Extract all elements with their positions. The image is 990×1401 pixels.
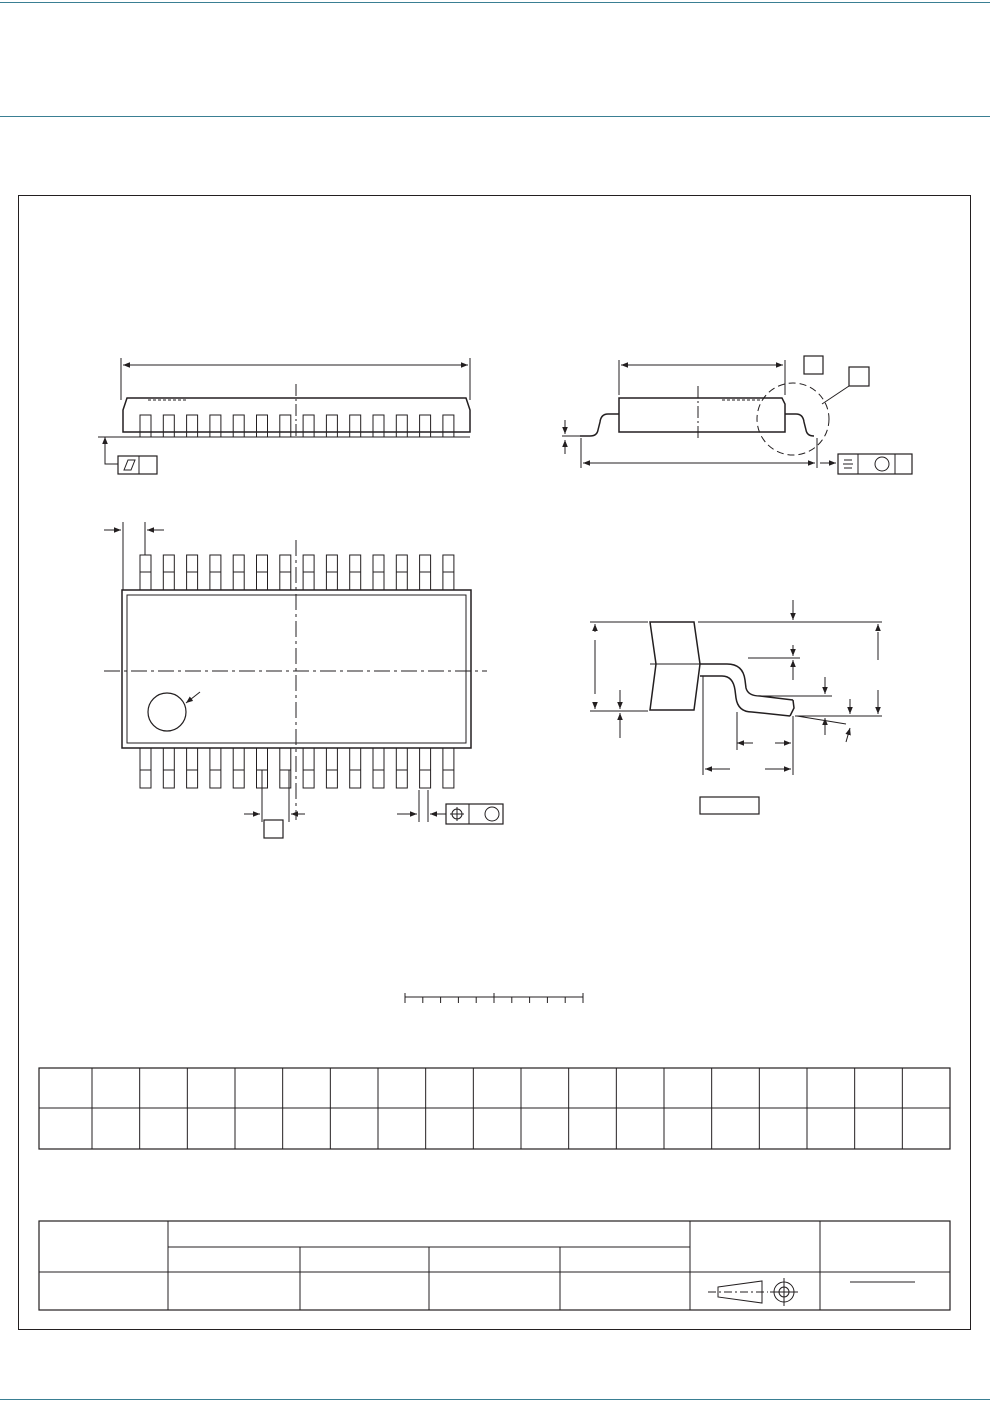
bottom-lead: [443, 748, 454, 788]
datum-box-b: [264, 820, 283, 838]
side-view-front: [98, 358, 470, 474]
side-lead: [373, 415, 384, 437]
scale-bar: [405, 993, 583, 1003]
bottom-lead: [187, 748, 198, 788]
side-lead: [326, 415, 337, 437]
side-view-leads: [140, 415, 454, 437]
bottom-lead: [420, 748, 431, 788]
bottom-lead: [326, 748, 337, 788]
side-lead: [280, 415, 291, 437]
side-lead: [140, 415, 151, 437]
top-view: [104, 522, 503, 838]
bottom-lead: [350, 748, 361, 788]
side-view-end: [562, 356, 912, 474]
bottom-lead: [303, 748, 314, 788]
detail-label-box: [700, 797, 759, 814]
side-lead: [303, 415, 314, 437]
side-lead: [443, 415, 454, 437]
position-tolerance-icon: [450, 807, 464, 821]
bottom-lead: [163, 748, 174, 788]
bottom-lead: [210, 748, 221, 788]
side-lead: [233, 415, 244, 437]
side-lead: [350, 415, 361, 437]
flatness-symbol-icon: [124, 460, 135, 470]
coplanarity-symbol-icon: [843, 460, 853, 468]
side-lead: [257, 415, 268, 437]
first-angle-projection-icon: [708, 1278, 798, 1306]
side-lead: [163, 415, 174, 437]
datum-box-detail: [849, 367, 869, 386]
side-lead: [187, 415, 198, 437]
datum-box-a: [804, 356, 823, 374]
bottom-lead: [140, 748, 151, 788]
bottom-lead: [233, 748, 244, 788]
side-lead: [396, 415, 407, 437]
flatness-frame: [118, 456, 157, 474]
side-lead: [420, 415, 431, 437]
bottom-lead: [396, 748, 407, 788]
side-lead: [210, 415, 221, 437]
dimensions-table: [39, 1068, 950, 1149]
detail-view: [590, 600, 882, 814]
outline-version-table: [39, 1221, 950, 1310]
bottom-lead: [373, 748, 384, 788]
pin1-index-mark: [148, 693, 186, 731]
